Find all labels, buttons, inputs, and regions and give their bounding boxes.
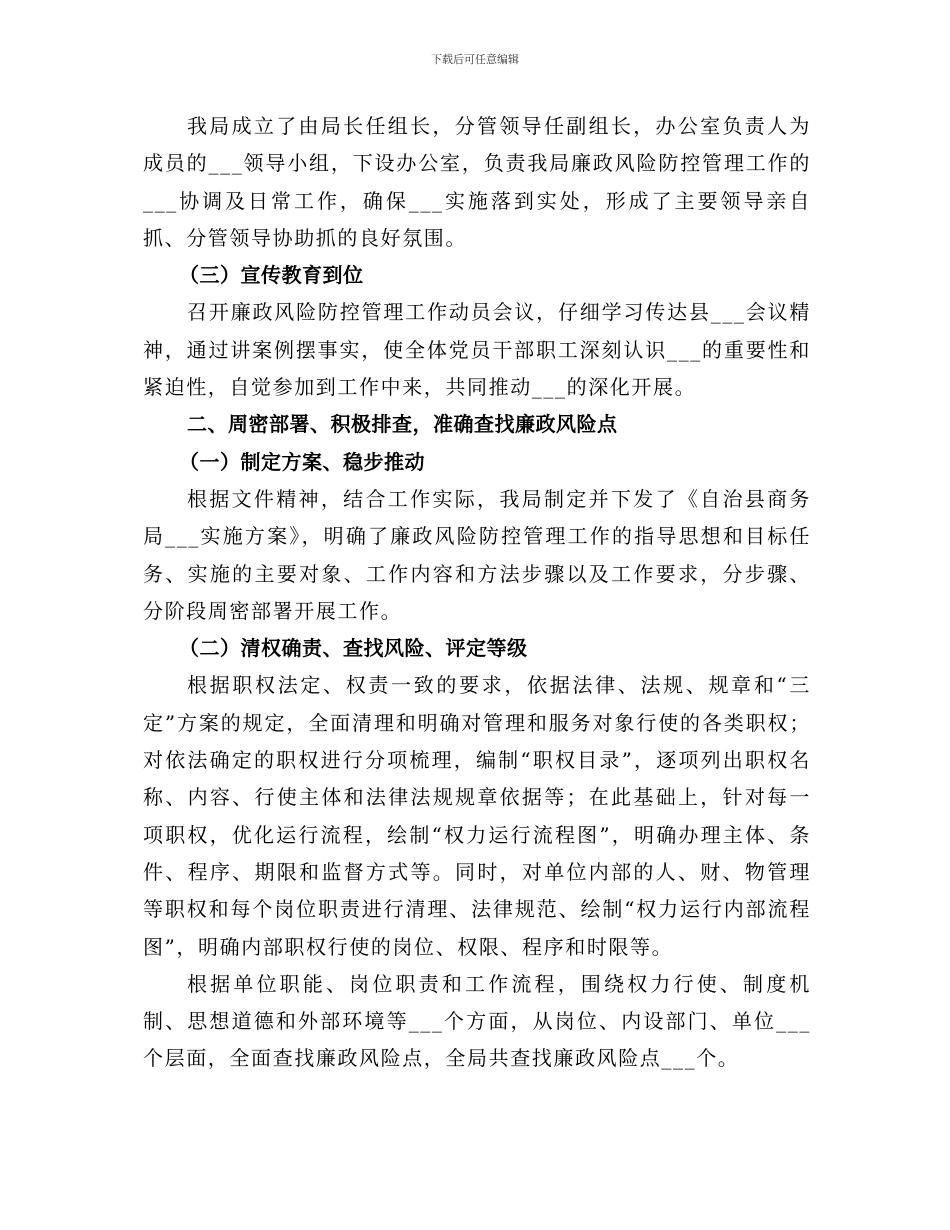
- paragraph-implementation-plan: 根据文件精神，结合工作实际，我局制定并下发了《自治县商务局___实施方案》，明确了廉政风险防控管理工作的指导思想和目标任务、实施的主要对象、工作内容和方法步骤以及工作要求，分步骤、分阶段周密部署开展工作。: [143, 486, 811, 623]
- page-header-note: 下载后可任意编辑: [431, 53, 519, 66]
- paragraph-leadership-group: 我局成立了由局长任组长，分管领导任副组长，办公室负责人为成员的___领导小组，下设办公室，负责我局廉政风险防控管理工作的___协调及日常工作，确保___实施落到实处，形成了主要领导亲自抓、分管领导协助抓的良好氛围。: [143, 114, 811, 250]
- paragraph-mobilization-meeting: 召开廉政风险防控管理工作动员会议，仔细学习传达县___会议精神，通过讲案例摆事实，使全体党员干部职工深刻认识___的重要性和紧迫性，自觉参加到工作中来，共同推动___的深化开展。: [143, 300, 811, 400]
- heading-clarify-powers: （二）清权确责、查找风险、评定等级: [179, 636, 528, 661]
- heading-publicity-education: （三）宣传教育到位: [179, 263, 364, 288]
- document-body: [143, 108, 811, 1078]
- heading-formulate-plan: （一）制定方案、稳步推动: [179, 449, 425, 474]
- paragraph-power-catalog: 根据职权法定、权责一致的要求，依据法律、法规、规章和“三定”方案的规定，全面清理和明确对管理和服务对象行使的各类职权；对依法确定的职权进行分项梳理，编制“职权目录”，逐项列出职权名称、内容、行使主体和法律法规规章依据等；在此基础上，针对每一项职权，优化运行流程，绘制“权力运行流程图”，明确办理主体、条件、程序、期限和监督方式等。同时，对单位内部的人、财、物管理等职权和每个岗位职责进行清理、法律规范、绘制“权力运行内部流程图”，明确内部职权行使的岗位、权限、程序和时限等。: [143, 673, 811, 959]
- heading-section-two: 二、周密部署、积极排查，准确查找廉政风险点: [187, 412, 618, 437]
- paragraph-risk-points: 根据单位职能、岗位职责和工作流程，围绕权力行使、制度机制、思想道德和外部环境等___个方面，从岗位、内设部门、单位___个层面，全面查找廉政风险点，全局共查找廉政风险点___个。: [143, 971, 811, 1071]
